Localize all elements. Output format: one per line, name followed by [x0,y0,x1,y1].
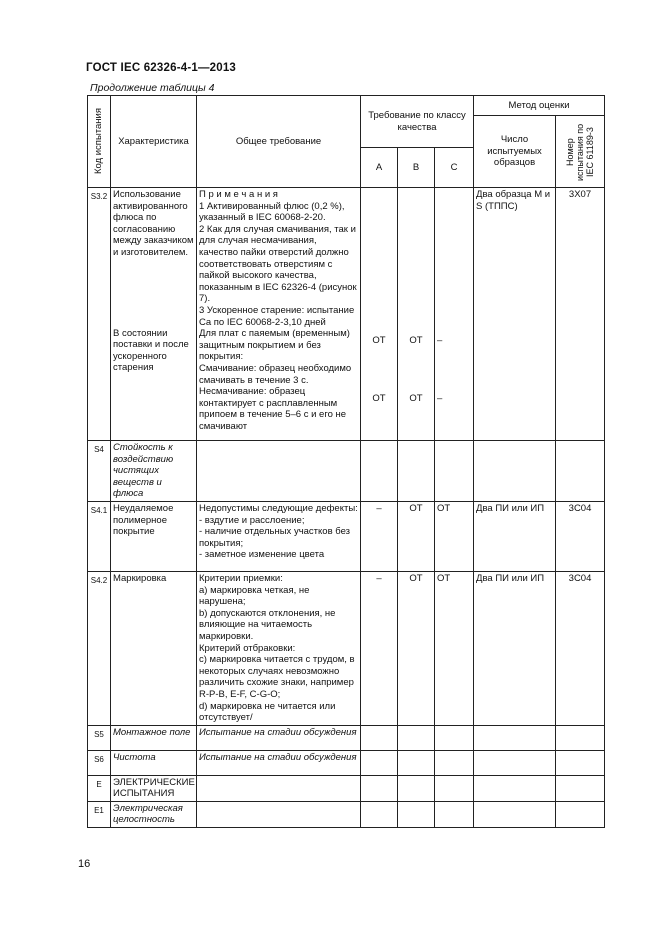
row-method-number [556,441,605,502]
row-characteristic: Электрическая целостность [111,801,197,827]
row-class-a [361,801,398,827]
row-class-a [361,775,398,801]
row-characteristic: Монтажное поле [111,725,197,750]
row-sample-count: Два ПИ или ИП [474,571,556,725]
row-sample-count: Два образца M и S (ТППС) [474,188,556,441]
header-class-a: A [361,148,398,188]
row-class-b: OT [398,571,435,725]
row-class-b [398,725,435,750]
row-characteristic: Использование активированного флюса по согласованию между заказчиком и изготовителем. В состоянии поставки и после ускоренного старения [111,188,197,441]
row-method-number: 3X07 [556,188,605,441]
table-row [88,441,605,502]
row-code: S4.2 [88,571,111,725]
row-class-b: OT [398,501,435,571]
header-sample-count: Число испытуемых образцов [474,116,556,188]
row-class-c [435,725,474,750]
row-class-b [398,441,435,502]
requirements-table [87,95,605,828]
row-class-b [398,801,435,827]
row-class-c [435,441,474,502]
table-continuation-label: Продолжение таблицы 4 [90,82,215,94]
row-characteristic: Чистота [111,750,197,775]
row-class-b: OT OT [398,188,435,441]
header-class-b: B [398,148,435,188]
table-row [88,725,605,750]
row-general-requirement: Испытание на стадии обсуждения [197,750,361,775]
row-general-requirement: Критерии приемки: а) маркировка четкая, не нарушена; b) допускаются отклонения, не влияющие на читаемость маркировки. Критерий отбраковки: c) маркировка читается с трудом, в некоторых случаях невозможно различить схожие знаки, например R-P-B, E-F, C-G-O; d) маркировка не читается или отсутствует/ [197,571,361,725]
row-code: S4 [88,441,111,502]
table-row [88,801,605,827]
row-class-b [398,750,435,775]
row-general-requirement: Недопустимы следующие дефекты: - вздутие и расслоение; - наличие отдельных участков без покрытия; - заметное изменение цвета [197,501,361,571]
table-row [88,501,605,571]
header-general-requirement: Общее требование [197,96,361,188]
row-method-number [556,725,605,750]
row-class-c [435,775,474,801]
row-sample-count [474,750,556,775]
row-method-number [556,750,605,775]
row-class-a [361,441,398,502]
row-method-number [556,775,605,801]
row-sample-count [474,441,556,502]
table-row [88,571,605,725]
row-code: E1 [88,801,111,827]
row-general-requirement: П р и м е ч а н и я 1 Активированный флюс (0,2 %), указанный в IEC 60068-2-20. 2 Как для случая смачивания, так и для случая несмачивания, качество пайки отверстий должно соответствовать отверстиям с пайкой высокого качества, показанным в IEC 62326-4 (рисунок 7). 3 Ускоренное старение: испытание Ca по IEC 60068-2-3,10 дней Для плат с паяемым (временным) защитным покрытием и без покрытия: Смачивание: образец необходимо смачивать в течение 3 с. Несмачивание: образец контактирует с расплавленным припоем в течение 5–6 с и его не смачивают [197,188,361,441]
row-class-a: OT OT [361,188,398,441]
table-row [88,188,605,441]
header-method-number: Номер испытания по IEC 61189-3 [556,116,605,188]
row-sample-count [474,801,556,827]
row-code: S5 [88,725,111,750]
row-code: E [88,775,111,801]
table-header-row [88,96,605,116]
row-class-a: – [361,501,398,571]
row-class-c [435,750,474,775]
header-quality-class: Требование по классу качества [361,96,474,148]
row-characteristic: Неудаляемое полимерное покрытие [111,501,197,571]
row-general-requirement: Испытание на стадии обсуждения [197,725,361,750]
row-sample-count [474,775,556,801]
row-sample-count [474,725,556,750]
row-method-number [556,801,605,827]
row-class-c [435,801,474,827]
row-characteristic: Стойкость к воздействию чистящих веществ и флюса [111,441,197,502]
row-class-c: OT [435,501,474,571]
header-characteristic: Характеристика [111,96,197,188]
page-number: 16 [78,858,91,870]
header-code: Код испытания [88,96,111,188]
row-code: S6 [88,750,111,775]
row-code: S4.1 [88,501,111,571]
header-evaluation-method: Метод оценки [474,96,605,116]
row-class-a [361,725,398,750]
row-class-c: OT [435,571,474,725]
table-row [88,775,605,801]
row-class-c: – – [435,188,474,441]
row-class-a: – [361,571,398,725]
document-code: ГОСТ IEC 62326-4-1—2013 [86,62,237,74]
header-class-c: C [435,148,474,188]
row-method-number: 3C04 [556,501,605,571]
row-sample-count: Два ПИ или ИП [474,501,556,571]
row-code: S3.2 [88,188,111,441]
row-method-number: 3C04 [556,571,605,725]
row-characteristic: Маркировка [111,571,197,725]
row-general-requirement [197,775,361,801]
table-row [88,750,605,775]
row-characteristic: ЭЛЕКТРИЧЕСКИЕ ИСПЫТАНИЯ [111,775,197,801]
row-general-requirement [197,801,361,827]
row-general-requirement [197,441,361,502]
row-class-b [398,775,435,801]
row-class-a [361,750,398,775]
